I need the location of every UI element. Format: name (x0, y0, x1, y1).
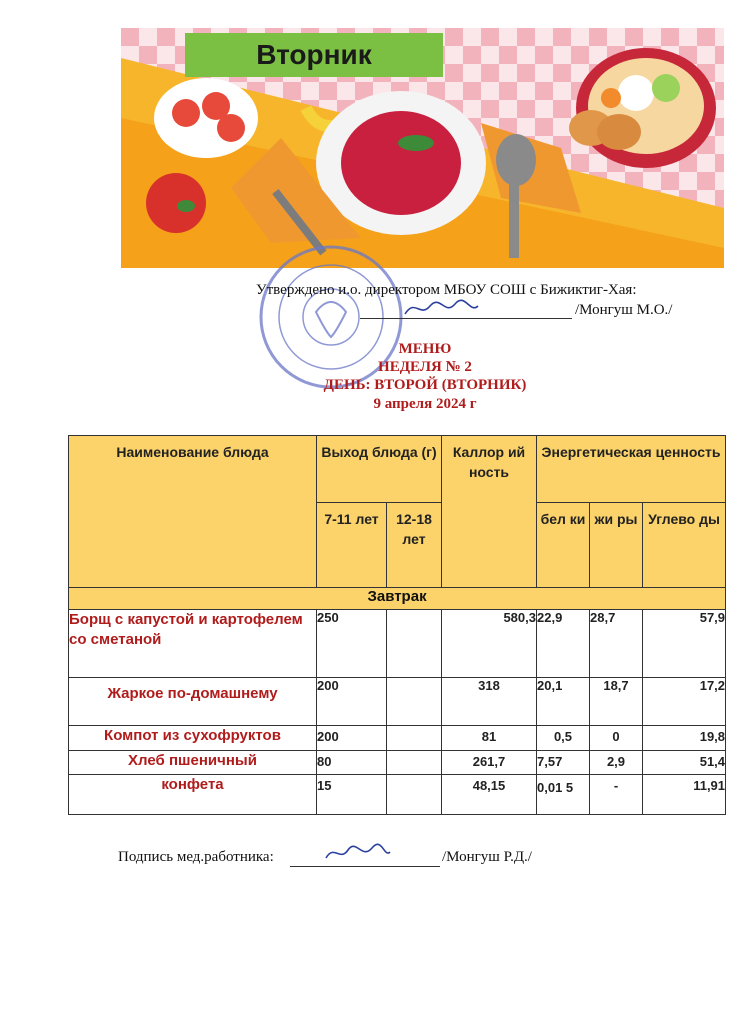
approval-line: Утверждено и.о. директором МБОУ СОШ с Бижиктиг-Хая: (256, 282, 637, 298)
carbs-value: 57,9 (643, 610, 726, 678)
carbs-value: 51,4 (643, 751, 726, 775)
carbs-value: 11,91 (643, 775, 726, 815)
calories-value: 318 (442, 678, 537, 726)
yield-7-11: 80 (317, 751, 387, 775)
header-protein: бел ки (537, 503, 590, 588)
protein-value: 0,5 (537, 726, 590, 751)
medic-signature-label: Подпись мед.работника: (118, 849, 274, 865)
calories-value: 81 (442, 726, 537, 751)
table-row (69, 726, 726, 751)
day-label: Вторник (256, 39, 372, 70)
calories-value: 580,3 (442, 610, 537, 678)
section-breakfast: Завтрак (69, 588, 726, 610)
calories-value: 261,7 (442, 751, 537, 775)
protein-value: 22,9 (537, 610, 590, 678)
director-name: /Монгуш М.О./ (575, 302, 673, 318)
dish-name: конфета (69, 775, 317, 815)
dish-name: Хлеб пшеничный (69, 751, 317, 775)
menu-title: МЕНЮ (398, 341, 452, 357)
medic-name: /Монгуш Р.Д./ (442, 849, 532, 865)
table-row (69, 751, 726, 775)
fat-value: 2,9 (590, 751, 643, 775)
protein-value: 0,01 5 (537, 775, 590, 815)
table-row (69, 678, 726, 726)
dish-name: Жаркое по-домашнему (69, 678, 317, 726)
yield-12-18 (387, 775, 442, 815)
dish-name: Борщ с капустой и картофелем со сметаной (69, 610, 317, 678)
yield-12-18 (387, 678, 442, 726)
table-row (69, 610, 726, 678)
yield-7-11: 200 (317, 726, 387, 751)
yield-7-11: 15 (317, 775, 387, 815)
table-row (69, 775, 726, 815)
menu-banner-illustration (121, 28, 724, 268)
director-signature (400, 296, 480, 322)
medic-signature (322, 842, 392, 866)
yield-12-18 (387, 751, 442, 775)
menu-table (68, 435, 726, 815)
header-yield: Выход блюда (г) (317, 436, 442, 503)
header-dish-name: Наименование блюда (69, 436, 317, 588)
fat-value: 28,7 (590, 610, 643, 678)
protein-value: 7,57 (537, 751, 590, 775)
header-fat: жи ры (590, 503, 643, 588)
carbs-value: 19,8 (643, 726, 726, 751)
calories-value: 48,15 (442, 775, 537, 815)
menu-date: 9 апреля 2024 г (373, 396, 477, 412)
fat-value: - (590, 775, 643, 815)
week-number: НЕДЕЛЯ № 2 (378, 359, 472, 375)
carbs-value: 17,2 (643, 678, 726, 726)
yield-7-11: 200 (317, 678, 387, 726)
yield-12-18 (387, 610, 442, 678)
header-carbs: Углево ды (643, 503, 726, 588)
header-age-12-18: 12-18 лет (387, 503, 442, 588)
fat-value: 18,7 (590, 678, 643, 726)
yield-7-11: 250 (317, 610, 387, 678)
header-calories: Каллор ий ность (442, 436, 537, 588)
dish-name: Компот из сухофруктов (69, 726, 317, 751)
header-age-7-11: 7-11 лет (317, 503, 387, 588)
day-title: ДЕНЬ: ВТОРОЙ (ВТОРНИК) (323, 377, 527, 393)
protein-value: 20,1 (537, 678, 590, 726)
header-energy-value: Энергетическая ценность (537, 436, 726, 503)
fat-value: 0 (590, 726, 643, 751)
yield-12-18 (387, 726, 442, 751)
